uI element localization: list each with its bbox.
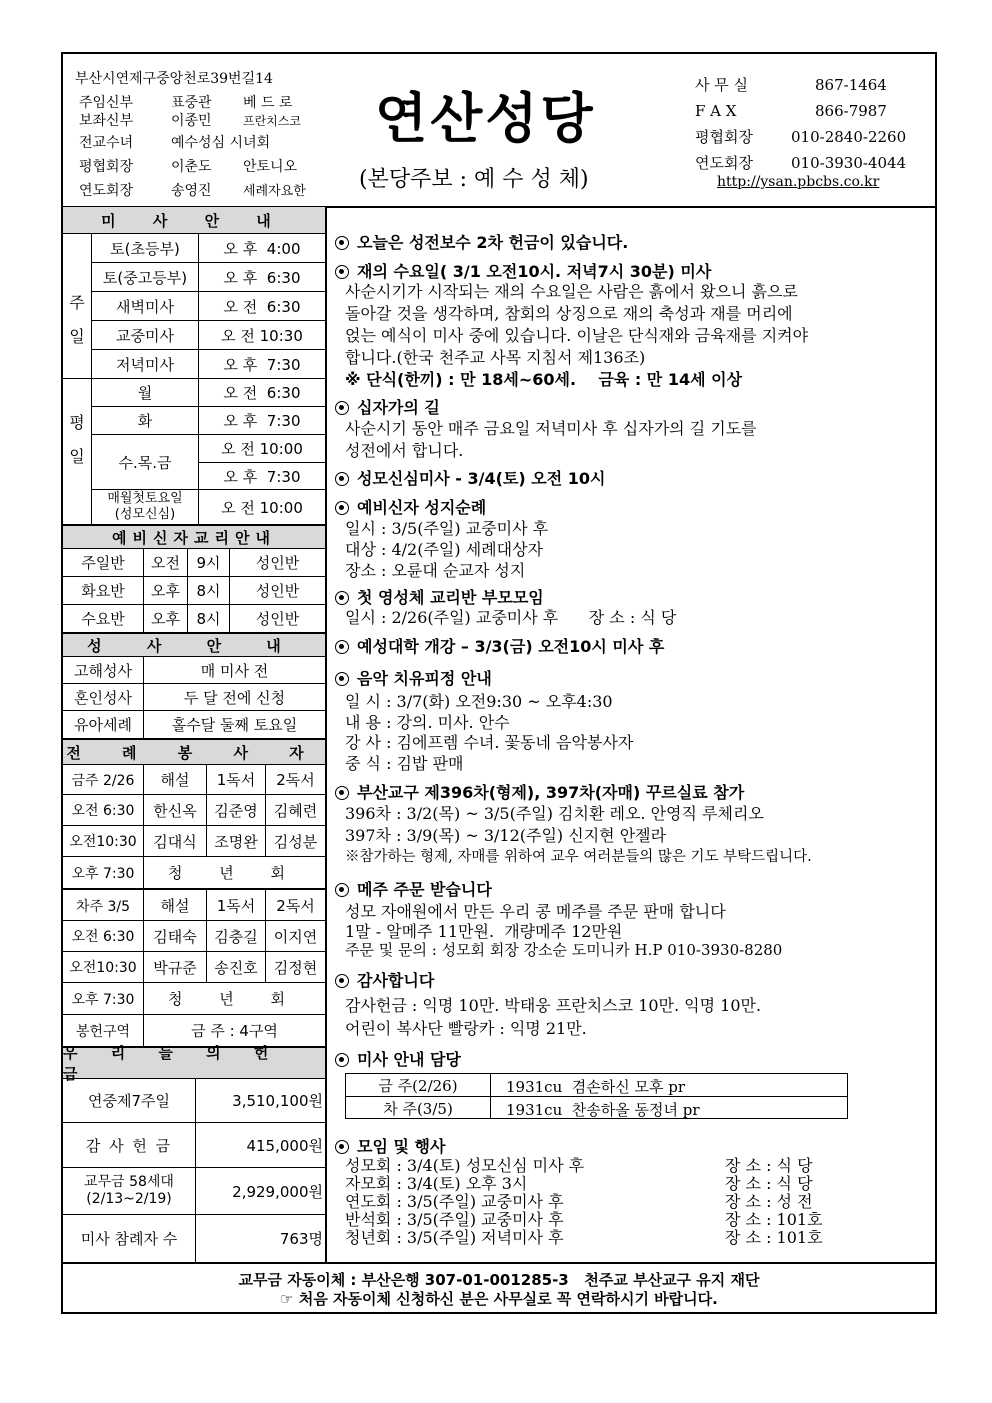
server-cell: 2독서	[276, 897, 315, 915]
bullet-icon	[335, 974, 349, 988]
notice-text: 대상 : 4/2(주일) 세례대상자	[345, 540, 543, 559]
bullet-icon	[335, 640, 349, 654]
server-cell: 김태숙	[153, 927, 197, 946]
server-cell: 김혜련	[273, 801, 318, 820]
mass-guide-week: 금 주(2/26)	[378, 1076, 458, 1095]
notice-title: 예성대학 개강 – 3/3(금) 오전10시 미사 후	[335, 634, 664, 657]
notice-text: 돌아갈 것을 생각하며, 참회의 상징으로 재의 축성과 재를 머리에	[345, 304, 793, 323]
notice-text: 내 용 : 강의. 미사. 안수	[345, 713, 510, 732]
event-row: 청년회 : 3/5(주일) 저녁미사 후 장 소 : 101호	[345, 1228, 823, 1247]
mass-name: 화	[137, 412, 153, 430]
mass-name: 수.목.금	[118, 453, 172, 472]
notice-text: 어린이 복사단 빨랑카 : 익명 21만.	[345, 1019, 587, 1038]
parish-address: 부산시연제구중앙천로39번길14	[75, 71, 273, 87]
server-cell: 1독서	[216, 771, 256, 789]
server-cell: 금주 2/26	[71, 772, 135, 789]
mass-schedule-title: 미 사 안 내	[63, 207, 325, 233]
server-cell: 송진호	[214, 958, 258, 977]
mass-name: 교중미사	[116, 326, 174, 345]
notice-text: 강 사 : 김에프렘 수녀. 꽃동네 음악봉사자	[345, 733, 634, 752]
mass-name: 토(초등부)	[110, 239, 180, 258]
staff-row: 연도회장 송영진 세례자요한	[79, 183, 306, 199]
notice-text: 중 식 : 김밥 판매	[345, 754, 464, 773]
staff-list	[79, 92, 306, 203]
event-row: 반석회 : 3/5(주일) 교중미사 후 장 소 : 101호	[345, 1210, 823, 1229]
contact-list	[695, 72, 906, 176]
server-cell: 봉헌구역	[75, 1023, 131, 1040]
offering-value: 763명	[279, 1230, 323, 1248]
catechism-group: 성인반	[255, 610, 300, 628]
staff-row: 보좌신부 이종민 프란치스코	[79, 113, 301, 129]
bullet-icon	[335, 883, 349, 897]
footer-line-1: 교무금 자동이체 : 부산은행 307-01-001285-3 천주교 부산교구 유지 재단	[238, 1271, 760, 1289]
contact-row: 사 무 실 867-1464	[695, 76, 887, 94]
servers-title: 전 례 봉 사 자	[63, 740, 325, 764]
server-cell: 오전10:30	[69, 960, 137, 976]
notice-title: 첫 영성체 교리반 부모모임	[335, 585, 544, 608]
catechism-group: 성인반	[255, 554, 300, 572]
mass-time: 오 전 10:00	[221, 498, 303, 517]
server-cell: 박규준	[153, 958, 197, 977]
catechism-class: 수요반	[81, 610, 125, 628]
server-cell: 2독서	[276, 771, 315, 789]
staff-row: 전교수녀 예수성심 시녀회	[79, 135, 271, 151]
catechism-group: 성인반	[255, 582, 300, 600]
sacrament-name: 고해성사	[74, 661, 132, 680]
mass-time: 오 전 6:30	[223, 384, 301, 402]
mass-time: 오 후 6:30	[223, 268, 301, 287]
offering-value: 3,510,100원	[232, 1092, 323, 1110]
parish-url-link[interactable]: http://ysan.pbcbs.co.kr	[717, 174, 880, 190]
mass-time: 오 후 4:00	[223, 239, 301, 258]
contact-row: 연도회장 010-3930-4044	[695, 154, 907, 172]
server-cell: 1독서	[216, 897, 256, 915]
offering-title: 우 리 들 의 헌 금	[63, 1048, 325, 1078]
server-cell: 한신옥	[153, 801, 197, 820]
notice-title: 오늘은 성전보수 2차 헌금이 있습니다.	[335, 230, 628, 253]
bullet-icon	[335, 1053, 349, 1067]
catechism-class: 화요반	[81, 582, 125, 600]
sacrament-info: 홀수달 둘째 토요일	[171, 716, 298, 734]
offering-label: 연중제7주일	[88, 1092, 170, 1110]
notice-title: 십자가의 길	[335, 395, 440, 418]
notice-text: ※참가하는 형제, 자매를 위하여 교우 여러분들의 많은 기도 부탁드립니다.	[345, 849, 812, 865]
catechism-title: 예비신자교리안내	[63, 526, 325, 548]
server-cell: 청 년 회	[167, 864, 301, 882]
notice-text: 397차 : 3/9(목) ~ 3/12(주일) 신지현 안젤라	[345, 826, 667, 845]
bullet-icon	[335, 501, 349, 515]
bullet-icon	[335, 1140, 349, 1154]
mass-guide-desc: 1931cu 겸손하신 모후 pr	[506, 1078, 686, 1096]
notice-title: 예비신자 성지순례	[335, 495, 486, 518]
notice-text: ※ 단식(한끼) : 만 18세~60세. 금육 : 만 14세 이상	[345, 370, 743, 389]
server-cell: 청 년 회	[167, 990, 301, 1008]
server-cell: 김대식	[153, 832, 197, 851]
bullet-icon	[335, 265, 349, 279]
notice-title: 재의 수요일( 3/1 오전10시. 저녁7시 30분) 미사	[335, 259, 711, 282]
notice-text: 주문 및 문의 : 성모회 회장 강소순 도미니카 H.P 010-3930-8280	[345, 941, 783, 959]
notice-text: 감사헌금 : 익명 10만. 박태웅 프란치스코 10만. 익명 10만.	[345, 996, 762, 1015]
notice-text: 사순시기 동안 매주 금요일 저녁미사 후 십자가의 길 기도를	[345, 419, 757, 438]
server-cell: 차주 3/5	[75, 898, 131, 915]
notice-title: 미사 안내 담당	[335, 1047, 461, 1070]
bulletin-title: 연산성당	[375, 87, 596, 150]
column-divider	[325, 206, 327, 1262]
bullet-icon	[335, 472, 349, 486]
notice-text: 합니다.(한국 천주교 사목 지침서 제136조)	[345, 348, 646, 367]
notice-text: 성전에서 합니다.	[345, 441, 464, 460]
catechism-ampm: 오후	[151, 610, 180, 628]
catechism-class: 주일반	[81, 554, 125, 572]
server-cell: 금 주 : 4구역	[191, 1022, 278, 1040]
bulletin-frame	[61, 52, 937, 1314]
event-row: 성모회 : 3/4(토) 성모신심 미사 후 장 소 : 식 당	[345, 1156, 813, 1175]
bullet-icon	[335, 672, 349, 686]
server-cell: 김정현	[273, 958, 318, 977]
server-cell: 오전 6:30	[71, 929, 135, 945]
mass-guide-week: 차 주(3/5)	[383, 1099, 453, 1118]
contact-row: F A X 866-7987	[695, 102, 887, 120]
notice-title: 모임 및 행사	[335, 1134, 445, 1157]
sacrament-info: 매 미사 전	[200, 661, 269, 680]
mass-time: 오 후 7:30	[223, 355, 301, 374]
notice-text: 1말 - 알메주 11만원. 개량메주 12만원	[345, 922, 623, 941]
notice-text: 396차 : 3/2(목) ~ 3/5(주일) 김치환 레오. 안영직 루체리오	[345, 804, 764, 823]
footer-line-2: ☞ 처음 자동이체 신청하신 분은 사무실로 꼭 연락하시기 바랍니다.	[280, 1290, 718, 1308]
notice-text: 일시 : 3/5(주일) 교중미사 후	[345, 519, 549, 538]
staff-row: 주임신부 표중관 베 드 로	[79, 95, 293, 111]
notice-text: 얹는 예식이 미사 중에 있습니다. 이날은 단식재와 금육재를 지켜야	[345, 326, 809, 345]
server-cell: 김충길	[214, 927, 258, 946]
event-row: 자모회 : 3/4(토) 오후 3시 장 소 : 식 당	[345, 1174, 813, 1193]
server-cell: 조명완	[214, 832, 258, 851]
notice-title: 음악 치유피정 안내	[335, 666, 492, 689]
offering-value: 415,000원	[246, 1136, 323, 1155]
bullet-icon	[335, 786, 349, 800]
server-cell: 해설	[160, 897, 190, 915]
server-cell: 오전 6:30	[71, 803, 135, 819]
server-cell: 해설	[160, 771, 190, 789]
mass-name: 매월첫토요일 (성모신심)	[107, 491, 183, 522]
sacraments-title: 성 사 안 내	[63, 634, 325, 656]
notice-title: 감사합니다	[335, 968, 434, 991]
server-cell: 오후 7:30	[71, 865, 135, 882]
catechism-ampm: 오전	[151, 554, 180, 572]
mass-time: 오 전 10:00	[221, 440, 303, 458]
staff-row: 평협회장 이춘도 안토니오	[79, 159, 298, 175]
bullet-icon	[335, 591, 349, 605]
weekday-label: 평일	[69, 413, 85, 466]
server-cell: 김성분	[273, 832, 318, 851]
mass-time: 오 전 10:30	[221, 326, 303, 345]
contact-row: 평협회장 010-2840-2260	[695, 128, 907, 146]
catechism-hour: 8시	[196, 582, 221, 600]
bullet-icon	[335, 401, 349, 415]
offering-label: 감 사 헌 금	[85, 1136, 173, 1155]
notice-title: 메주 주문 받습니다	[335, 877, 492, 900]
footer-divider	[63, 1262, 935, 1264]
mass-time: 오 후 7:30	[223, 467, 301, 486]
event-row: 연도회 : 3/5(주일) 교중미사 후 장 소 : 성 전	[345, 1192, 813, 1211]
mass-name: 월	[137, 384, 153, 402]
mass-time: 오 전 6:30	[223, 297, 301, 316]
offering-label: 교무금 58세대 (2/13~2/19)	[84, 1174, 174, 1207]
server-cell: 오후 7:30	[71, 991, 135, 1008]
notice-text: 장소 : 오륜대 순교자 성지	[345, 561, 526, 580]
notice-text: 사순시기가 시작되는 재의 수요일은 사람은 흙에서 왔으니 흙으로	[345, 282, 798, 301]
mass-name: 토(중고등부)	[102, 268, 188, 287]
catechism-hour: 9시	[196, 554, 221, 572]
mass-guide-desc: 1931cu 찬송하올 동정녀 pr	[506, 1101, 700, 1119]
catechism-ampm: 오후	[151, 582, 180, 600]
notice-title: 성모신심미사 - 3/4(토) 오전 10시	[335, 466, 605, 489]
offering-label: 미사 참례자 수	[80, 1230, 178, 1248]
sacrament-info: 두 달 전에 신청	[183, 688, 286, 707]
notice-text: 일시 : 2/26(주일) 교중미사 후 장 소 : 식 당	[345, 608, 677, 627]
bulletin-subtitle: (본당주보 : 예 수 성 체)	[359, 167, 589, 192]
notice-text: 성모 자애원에서 만든 우리 콩 메주를 주문 판매 합니다	[345, 902, 726, 921]
notice-text: 일 시 : 3/7(화) 오전9:30 ~ 오후4:30	[345, 692, 613, 711]
sacrament-name: 혼인성사	[74, 688, 132, 707]
bullet-icon	[335, 236, 349, 250]
mass-guide-table	[345, 1073, 848, 1119]
mass-time: 오 후 7:30	[223, 412, 301, 430]
server-cell: 김준영	[214, 801, 258, 820]
mass-name: 저녁미사	[116, 355, 174, 374]
notice-title: 부산교구 제396차(형제), 397차(자매) 꾸르실료 참가	[335, 780, 744, 803]
sacrament-name: 유아세례	[74, 716, 132, 734]
catechism-hour: 8시	[196, 610, 221, 628]
server-cell: 이지연	[273, 927, 318, 946]
sunday-label: 주일	[69, 293, 85, 346]
offering-value: 2,929,000원	[232, 1182, 323, 1201]
mass-name: 새벽미사	[116, 297, 174, 316]
server-cell: 오전10:30	[69, 834, 137, 850]
